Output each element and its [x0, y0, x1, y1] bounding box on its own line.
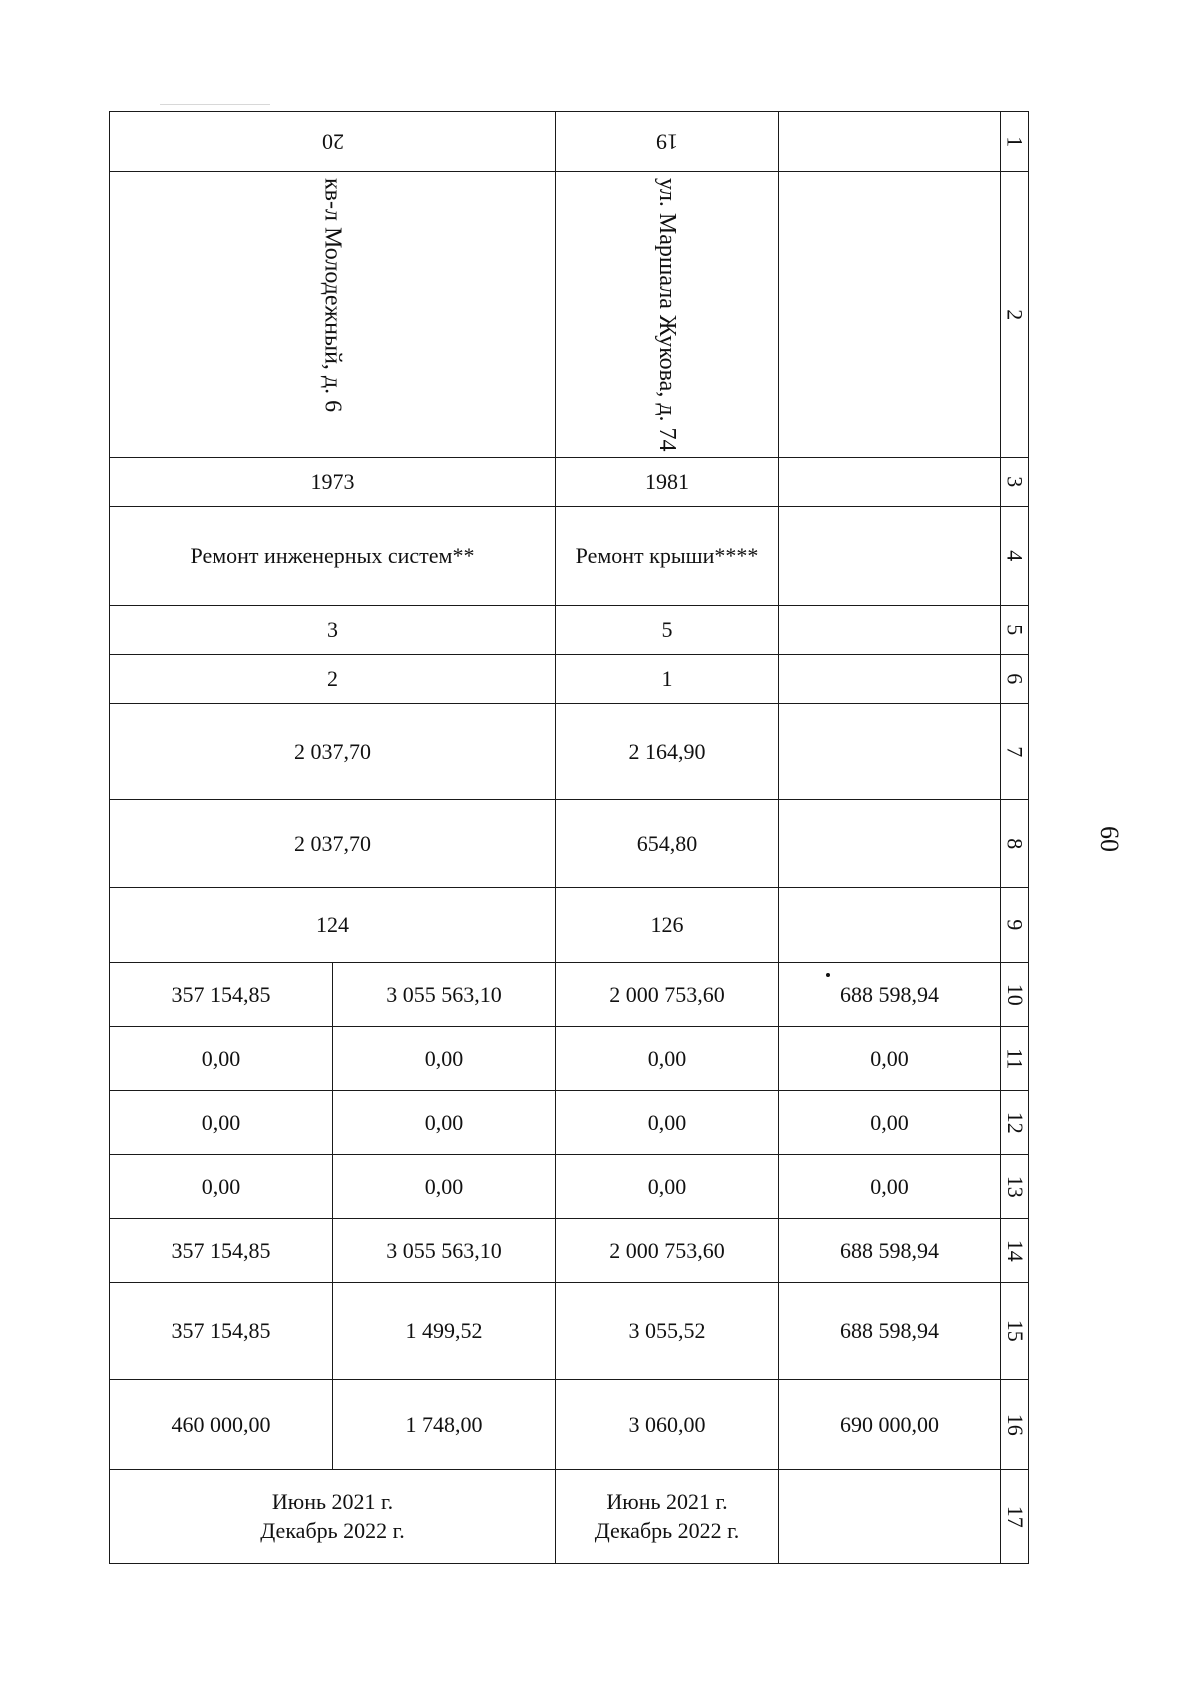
period-start: Июнь 2021 г. — [606, 1488, 728, 1514]
table-row — [110, 606, 1029, 655]
table-row — [110, 458, 1029, 507]
cell-row8-group1: 2 037,70 — [110, 800, 556, 888]
row-number: 8 — [1001, 800, 1029, 888]
table-row — [110, 507, 1029, 606]
row-number: 15 — [1001, 1283, 1029, 1380]
cell-row17-group3 — [779, 1470, 1001, 1564]
row-number: 9 — [1001, 888, 1029, 963]
cell-row7-group2: 2 164,90 — [556, 704, 779, 800]
table-row — [110, 1155, 1029, 1219]
cell-row16-col2: 1 748,00 — [333, 1380, 556, 1470]
cell-row8-group2: 654,80 — [556, 800, 779, 888]
cell-row16-col4: 690 000,00 — [779, 1380, 1001, 1470]
row-number: 11 — [1001, 1027, 1029, 1091]
cell-row13-col2: 0,00 — [333, 1155, 556, 1219]
cell-row7-group3 — [779, 704, 1001, 800]
table-row — [110, 1219, 1029, 1283]
period-start: Июнь 2021 г. — [271, 1488, 394, 1514]
row-number: 14 — [1001, 1219, 1029, 1283]
cell-row13-col4: 0,00 — [779, 1155, 1001, 1219]
row-number: 3 — [1001, 458, 1029, 507]
table-row — [110, 1027, 1029, 1091]
table-row — [110, 655, 1029, 704]
row-number: 12 — [1001, 1091, 1029, 1155]
cell-row1-group2: 19 — [556, 112, 779, 172]
cell-row13-col3: 0,00 — [556, 1155, 779, 1219]
cell-address-2: ул. Маршала Жукова, д. 74 — [556, 172, 779, 458]
scan-artifact-line — [160, 104, 270, 105]
cell-row11-col1: 0,00 — [110, 1027, 333, 1091]
table-row — [110, 172, 1029, 458]
row-number: 4 — [1001, 507, 1029, 606]
scan-dot-mark — [826, 973, 830, 977]
table-row — [110, 800, 1029, 888]
cell-year-2: 1981 — [556, 458, 779, 507]
cell-row5-group1: 3 — [110, 606, 556, 655]
cell-row1-group3 — [779, 112, 1001, 172]
cell-row9-group2: 126 — [556, 888, 779, 963]
page-number: 60 — [1095, 826, 1124, 852]
table-row — [110, 704, 1029, 800]
row-number: 10 — [1001, 963, 1029, 1027]
cell-row4-group3 — [779, 507, 1001, 606]
row-number: 17 — [1001, 1470, 1029, 1564]
row-number: 16 — [1001, 1380, 1029, 1470]
cell-address-1: кв-л Молодежный, д. 6 — [110, 172, 556, 458]
table-row — [110, 1091, 1029, 1155]
cell-row11-col2: 0,00 — [333, 1027, 556, 1091]
cell-row5-group2: 5 — [556, 606, 779, 655]
row-number: 13 — [1001, 1155, 1029, 1219]
table-row — [110, 1470, 1029, 1564]
cell-row10-col3: 2 000 753,60 — [556, 963, 779, 1027]
cell-row10-col1: 357 154,85 — [110, 963, 333, 1027]
cell-period-2 — [556, 1470, 779, 1564]
table-row — [110, 1380, 1029, 1470]
period-end: Декабрь 2022 г. — [594, 1517, 740, 1543]
cell-row16-col1: 460 000,00 — [110, 1380, 333, 1470]
repair-program-table — [109, 111, 1029, 1564]
cell-year-1: 1973 — [110, 458, 556, 507]
cell-row14-col2: 3 055 563,10 — [333, 1219, 556, 1283]
cell-work-type-1: Ремонт инженерных систем** — [110, 507, 556, 606]
cell-row14-col1: 357 154,85 — [110, 1219, 333, 1283]
cell-row14-col4: 688 598,94 — [779, 1219, 1001, 1283]
row-number: 1 — [1001, 112, 1029, 172]
cell-row6-group1: 2 — [110, 655, 556, 704]
cell-row12-col3: 0,00 — [556, 1091, 779, 1155]
cell-period-1 — [110, 1470, 556, 1564]
period-end: Декабрь 2022 г. — [260, 1517, 405, 1543]
cell-row6-group3 — [779, 655, 1001, 704]
row-number: 6 — [1001, 655, 1029, 704]
cell-row9-group1: 124 — [110, 888, 556, 963]
cell-row1-group1: 20 — [110, 112, 556, 172]
cell-row12-col2: 0,00 — [333, 1091, 556, 1155]
cell-row8-group3 — [779, 800, 1001, 888]
cell-row9-group3 — [779, 888, 1001, 963]
cell-row15-col1: 357 154,85 — [110, 1283, 333, 1380]
cell-row6-group2: 1 — [556, 655, 779, 704]
cell-row10-col2: 3 055 563,10 — [333, 963, 556, 1027]
table-row — [110, 1283, 1029, 1380]
cell-row11-col4: 0,00 — [779, 1027, 1001, 1091]
row-number: 5 — [1001, 606, 1029, 655]
cell-row5-group3 — [779, 606, 1001, 655]
row-number: 7 — [1001, 704, 1029, 800]
cell-row7-group1: 2 037,70 — [110, 704, 556, 800]
cell-row10-col4: 688 598,94 — [779, 963, 1001, 1027]
cell-row15-col4: 688 598,94 — [779, 1283, 1001, 1380]
cell-row14-col3: 2 000 753,60 — [556, 1219, 779, 1283]
table-row — [110, 963, 1029, 1027]
cell-row3-group3 — [779, 458, 1001, 507]
table-row — [110, 888, 1029, 963]
cell-row15-col2: 1 499,52 — [333, 1283, 556, 1380]
cell-row11-col3: 0,00 — [556, 1027, 779, 1091]
cell-row12-col4: 0,00 — [779, 1091, 1001, 1155]
row-number: 2 — [1001, 172, 1029, 458]
table-row — [110, 112, 1029, 172]
cell-row15-col3: 3 055,52 — [556, 1283, 779, 1380]
cell-row16-col3: 3 060,00 — [556, 1380, 779, 1470]
cell-row2-group3 — [779, 172, 1001, 458]
cell-work-type-2: Ремонт крыши**** — [556, 507, 779, 606]
cell-row12-col1: 0,00 — [110, 1091, 333, 1155]
cell-row13-col1: 0,00 — [110, 1155, 333, 1219]
